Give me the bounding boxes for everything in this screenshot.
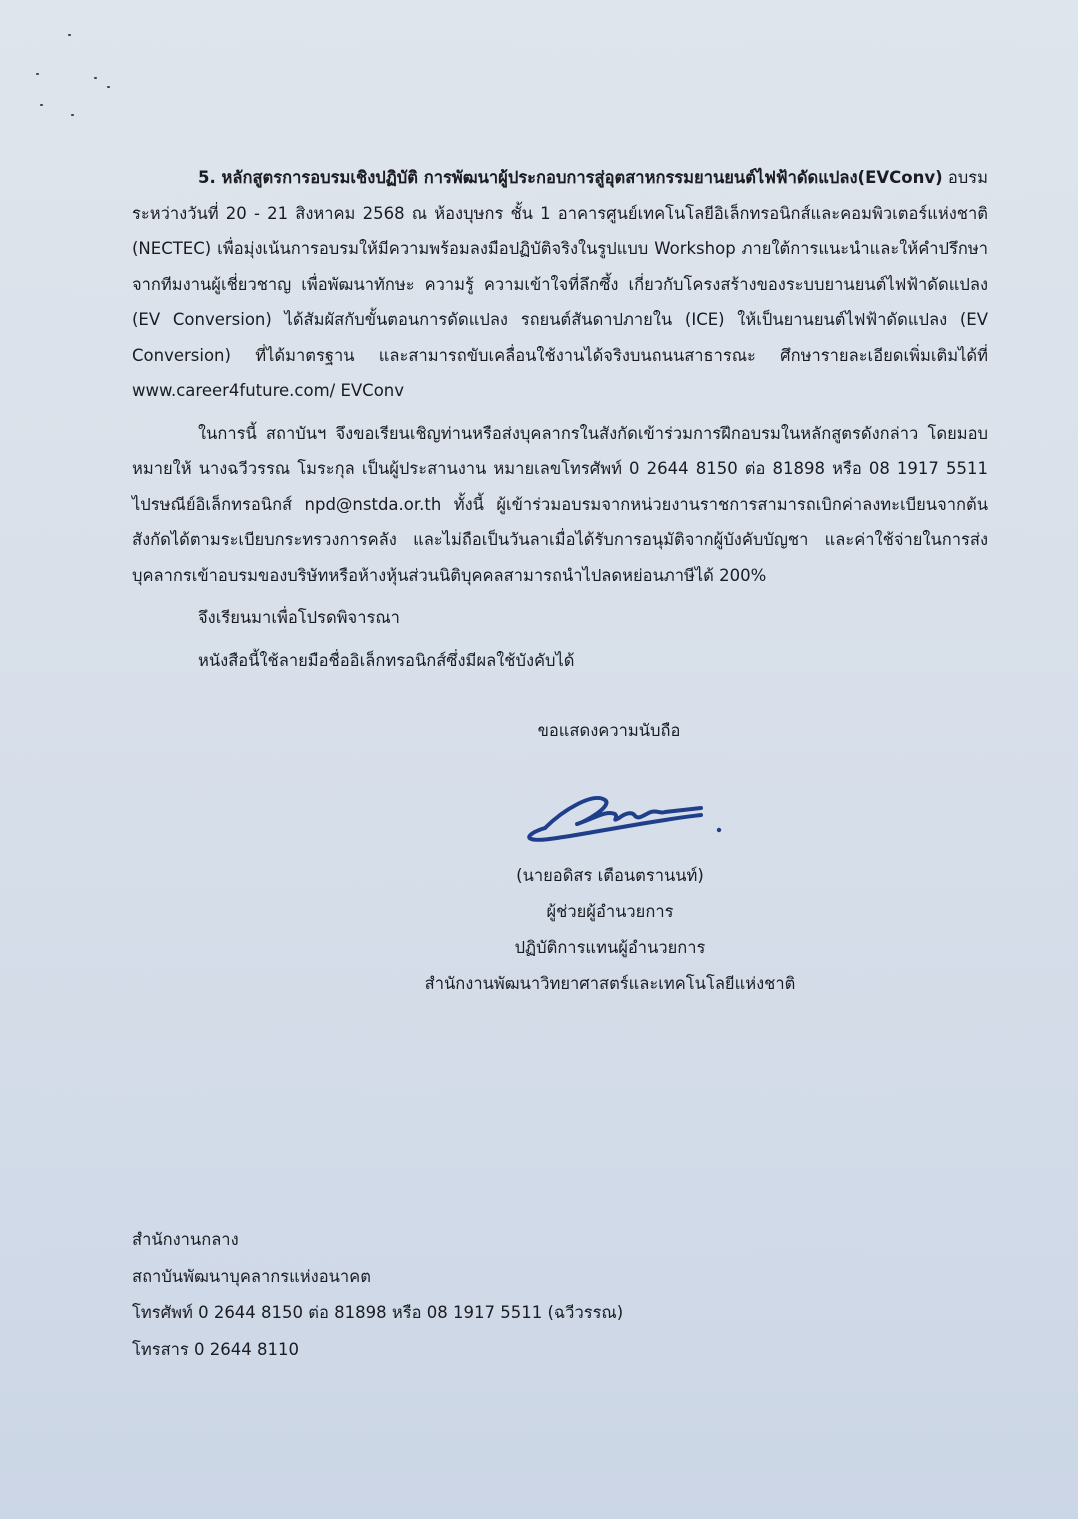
letter-body [132,160,988,678]
footer-institute: สถาบันพัฒนาบุคลากรแห่งอนาคต [132,1266,371,1286]
signatory-name: (นายอดิสร เตือนตรานนท์) [516,866,704,885]
letter-footer [132,1222,623,1368]
closing-salutation: ขอแสดงความนับถือ [537,721,681,740]
consideration-line: จึงเรียนมาเพื่อโปรดพิจารณา [198,608,400,627]
item-5-paragraph [132,160,988,409]
signature-image [515,788,725,846]
footer-office: สำนักงานกลาง [132,1230,239,1249]
signatory-position: ผู้ช่วยผู้อำนวยการ [546,902,674,921]
signatory-block [420,858,800,1002]
footer-phone: โทรศัพท์ 0 2644 8150 ต่อ 81898 หรือ 08 1917 5511 (ฉวีวรรณ) [132,1303,624,1322]
e-signature-notice: หนังสือนี้ใช้ลายมือชื่ออิเล็กทรอนิกส์ซึ่งมีผลใช้บังคับได้ [198,650,575,670]
item-5-text: อบรมระหว่างวันที่ 20 - 21 สิงหาคม 2568 ณ ห้องบุษกร ชั้น 1 อาคารศูนย์เทคโนโลยีอิเล็กทรอนิกส์และคอมพิวเตอร์แห่งชาติ (NECTEC) เพื่อมุ่งเน้นการอบรมให้มีความพร้อมลงมือปฏิบัติจริงในรูปแบบ Workshop ภายใต้การแนะนำและให้คำปรึกษาจากทีมงานผู้เชี่ยวชาญ เพื่อพัฒนาทักษะ ความรู้ ความเข้าใจที่ลึกซึ้ง เกี่ยวกับโครงสร้างของระบบยานยนต์ไฟฟ้าดัดแปลง (EV Conversion) ได้สัมผัสกับขั้นตอนการดัดแปลง รถยนต์สันดาปภายใน (ICE) ให้เป็นยานยนต์ไฟฟ้าดัดแปลง (EV Conversion) ที่ได้มาตรฐาน และสามารถขับเคลื่อนใช้งานได้จริงบนถนนสาธารณะ ศึกษารายละเอียดเพิ่มเติมได้ที่ www.career4future.com/ EVConv [132,168,988,400]
signatory-organization: สำนักงานพัฒนาวิทยาศาสตร์และเทคโนโลยีแห่งชาติ [424,974,796,993]
invitation-paragraph: ในการนี้ สถาบันฯ จึงขอเรียนเชิญท่านหรือส่งบุคลากรในสังกัดเข้าร่วมการฝึกอบรมในหลักสูตรดังกล่าว โดยมอบหมายให้ นางฉวีวรรณ โมระกุล เป็นผู้ประสานงาน หมายเลขโทรศัพท์ 0 2644 8150 ต่อ 81898 หรือ 08 1917 5511 ไปรษณีย์อิเล็กทรอนิกส์ npd@nstda.or.th ทั้งนี้ ผู้เข้าร่วมอบรมจากหน่วยงานราชการสามารถเบิกค่าลงทะเบียนจากต้นสังกัดได้ตามระเบียบกระทรวงการคลัง และไม่ถือเป็นวันลาเมื่อได้รับการอนุมัติจากผู้บังคับบัญชา และค่าใช้จ่ายในการส่งบุคลากรเข้าอบรมของบริษัทหรือห้างหุ้นส่วนนิติบุคคลสามารถนำไปลดหย่อนภาษีได้ 200% [132,423,988,585]
footer-fax: โทรสาร 0 2644 8110 [132,1339,300,1359]
item-5-title: 5. หลักสูตรการอบรมเชิงปฏิบัติ การพัฒนาผู้ประกอบการสู่อุตสาหกรรมยานยนต์ไฟฟ้าดัดแปลง(EVConv) [198,168,943,187]
signatory-acting: ปฏิบัติการแทนผู้อำนวยการ [514,938,706,957]
